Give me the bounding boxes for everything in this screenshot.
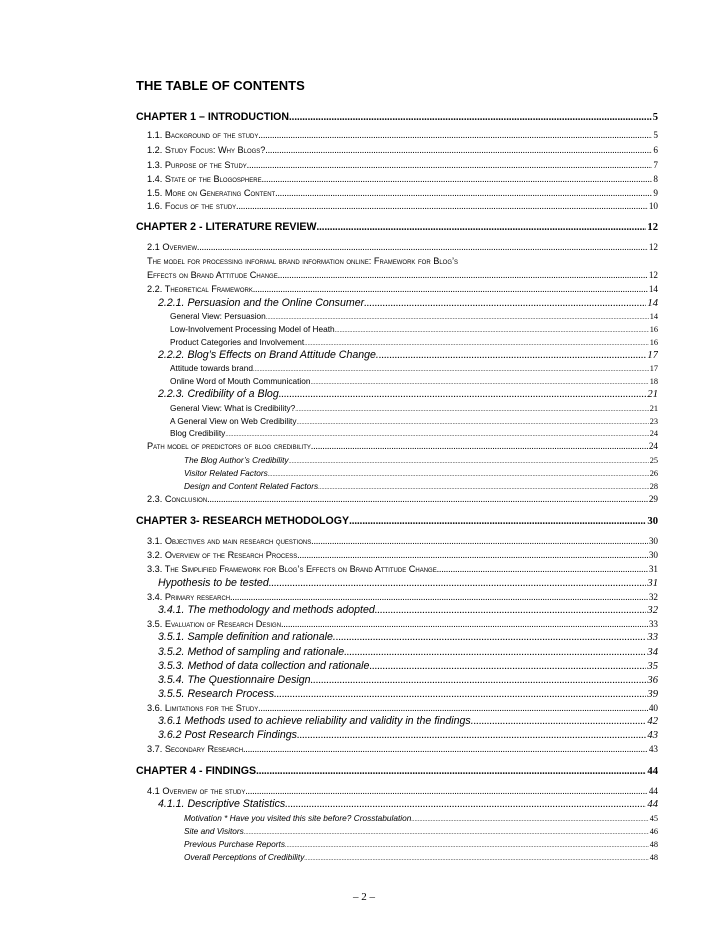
toc-entry-label: The Blog Author’s Credibility <box>184 455 289 465</box>
toc-entry-label: 3.5.1. Sample definition and rationale. <box>158 631 336 643</box>
toc-entry-3-5-5[interactable] <box>158 688 658 700</box>
toc-entry-1-2[interactable] <box>147 145 658 155</box>
toc-chapter-4[interactable] <box>136 765 658 777</box>
toc-page-number: 35 <box>647 661 658 672</box>
toc-page-number: 9 <box>653 188 658 198</box>
dot-leader <box>318 484 648 491</box>
toc-entry-3-2[interactable] <box>147 550 658 560</box>
toc-entry-label: Previous Purchase Reports <box>184 839 285 849</box>
toc-entry-hypothesis[interactable] <box>158 577 658 589</box>
toc-entry-label: 2.3. Conclusion <box>147 494 208 504</box>
toc-page-number: 31 <box>648 564 658 574</box>
toc-page-number: 21 <box>649 404 658 413</box>
toc-page-number: 32 <box>648 592 658 602</box>
toc-entry-label: 3.3. The Simplified Framework for Blog’s Effects on Brand Attitude Change <box>147 564 437 574</box>
toc-entry-label: Path model of predictors of blog credibility <box>147 441 311 451</box>
toc-entry-label: Online Word of Mouth Communication <box>170 376 311 386</box>
toc-entry-label: The model for processing informal brand information online: Framework for Blog’s <box>147 256 459 266</box>
dot-leader <box>474 716 647 727</box>
toc-page-number: 40 <box>648 703 658 713</box>
dot-leader <box>244 829 649 836</box>
toc-entry-label: General View: What is Credibility? <box>170 403 296 413</box>
toc-page-number: 28 <box>649 482 658 491</box>
toc-entry-label: 3.5. Evaluation of Research Design <box>147 619 282 629</box>
toc-entry-label: Attitude towards brand <box>170 363 254 373</box>
toc-entry-visitor-factors[interactable] <box>184 468 658 478</box>
dot-leader <box>379 350 647 361</box>
toc-page-number: 16 <box>649 338 658 347</box>
toc-entry-label: 1.2. Study Focus: Why Blogs? <box>147 145 266 155</box>
dot-leader <box>266 314 649 321</box>
toc-entry-purchase-reports[interactable] <box>184 839 658 849</box>
toc-entry-4-1[interactable] <box>147 786 658 796</box>
dot-leader <box>311 379 649 386</box>
toc-entry-persuasion[interactable] <box>170 311 658 321</box>
toc-entry-3-6-1[interactable] <box>158 715 658 727</box>
toc-entry-2-2-2[interactable] <box>158 349 658 361</box>
dot-leader <box>311 675 647 686</box>
toc-entry-3-5[interactable] <box>147 619 658 629</box>
toc-entry-label: Site and Visitors <box>184 826 244 836</box>
toc-page-number: 5 <box>653 130 658 140</box>
toc-page-number: 44 <box>647 766 658 777</box>
toc-entry-label: 3.5.3. Method of data collection and rationale <box>158 660 370 672</box>
dot-leader <box>197 242 648 252</box>
toc-entry-model-line-1[interactable] <box>147 256 658 266</box>
toc-entry-word-of-mouth[interactable] <box>170 376 658 386</box>
toc-entry-label: 2.2.1. Persuasion and the Online Consumer <box>158 297 365 309</box>
toc-page-number: 12 <box>647 222 658 233</box>
toc-entry-label: Blog Credibility <box>170 428 226 438</box>
dot-leader <box>269 578 647 589</box>
toc-page-number: 30 <box>648 536 658 546</box>
toc-page-number: 33 <box>647 632 658 643</box>
toc-entry-model-line-2[interactable] <box>147 270 658 280</box>
toc-entry-label: CHAPTER 2 - LITERATURE REVIEW <box>136 221 317 233</box>
toc-entry-1-4[interactable] <box>147 174 658 184</box>
dot-leader <box>297 550 648 560</box>
toc-page-number: 17 <box>647 350 658 361</box>
toc-entry-label: Product Categories and Involvement <box>170 337 305 347</box>
dot-leader <box>344 647 646 658</box>
toc-entry-label: 2.2. Theoretical Framework <box>147 284 253 294</box>
toc-page-number: 30 <box>648 550 658 560</box>
toc-page-number: 14 <box>648 284 658 294</box>
toc-entry-label: Visitor Related Factors <box>184 468 268 478</box>
dot-leader <box>268 471 649 478</box>
toc-entry-label: 3.5.2. Method of sampling and rationale <box>158 646 345 658</box>
toc-entry-label: 1.5. More on Generating Content <box>147 188 276 198</box>
toc-entry-label: 1.6. Focus of the study <box>147 201 237 211</box>
dot-leader <box>375 605 647 616</box>
toc-entry-label: 3.5.4. The Questionnaire Design <box>158 674 311 686</box>
dot-leader <box>258 703 648 713</box>
dot-leader <box>297 419 649 426</box>
toc-page-number: 18 <box>649 377 658 386</box>
toc-page-number: 7 <box>653 160 658 170</box>
toc-page-number: 14 <box>649 312 658 321</box>
toc-entry-label: Effects on Brand Attitude Change <box>147 270 278 280</box>
dot-leader <box>285 842 649 849</box>
dot-leader <box>207 494 648 504</box>
toc-entry-1-6[interactable] <box>147 201 658 211</box>
toc-entry-label: Low-Involvement Processing Model of Heath <box>170 324 335 334</box>
toc-entry-label: 2.2.2. Blog’s Effects on Brand Attitude Change. <box>158 349 379 361</box>
dot-leader <box>311 441 648 451</box>
toc-entry-1-1[interactable] <box>147 130 658 140</box>
toc-page-number: 39 <box>647 689 658 700</box>
toc-page-number: 43 <box>648 744 658 754</box>
toc-entry-label: Motivation * Have you visited this site before? Crosstabulation <box>184 813 412 823</box>
dot-leader <box>437 564 648 574</box>
toc-page-number: 14 <box>647 298 658 309</box>
page-footer-number: – 2 – <box>353 891 375 903</box>
toc-entry-label: 3.6.2 Post Research Findings <box>158 729 297 741</box>
toc-page-number: 31 <box>647 578 658 589</box>
dot-leader <box>297 730 646 741</box>
toc-chapter-3[interactable] <box>136 515 658 527</box>
toc-page-number: 25 <box>649 456 658 465</box>
dot-leader <box>253 284 648 294</box>
dot-leader <box>274 689 646 700</box>
toc-entry-label: 3.2. Overview of the Research Process <box>147 550 298 560</box>
dot-leader <box>289 458 649 465</box>
dot-leader <box>335 327 649 334</box>
toc-page-number: 5 <box>652 112 658 123</box>
toc-entry-3-7[interactable] <box>147 744 658 754</box>
toc-page-number: 23 <box>649 417 658 426</box>
toc-entry-label: Design and Content Related Factors <box>184 481 319 491</box>
toc-entry-label: 1.4. State of the Blogosphere <box>147 174 262 184</box>
toc-page-number: 6 <box>653 145 658 155</box>
dot-leader <box>275 188 652 198</box>
toc-entry-label: 3.7. Secondary Research <box>147 744 244 754</box>
dot-leader <box>279 389 647 400</box>
toc-entry-2-3[interactable] <box>147 494 658 504</box>
toc-entry-label: 3.4. Primary research <box>147 592 231 602</box>
toc-entry-3-4[interactable] <box>147 592 658 602</box>
toc-page-number: 29 <box>648 494 658 504</box>
toc-page-number: 46 <box>649 827 658 836</box>
toc-entry-label: 2.2.3. Credibility of a Blog <box>158 388 279 400</box>
toc-entry-motivation[interactable] <box>184 813 658 823</box>
dot-leader <box>243 744 648 754</box>
dot-leader <box>311 536 648 546</box>
dot-leader <box>265 145 652 155</box>
toc-page-number: 26 <box>649 469 658 478</box>
toc-page-number: 42 <box>647 716 658 727</box>
toc-entry-2-2-3[interactable] <box>158 388 658 400</box>
toc-entry-label: 4.1 Overview of the study <box>147 786 246 796</box>
toc-page-number: 34 <box>647 647 658 658</box>
toc-chapter-1[interactable] <box>136 111 658 123</box>
dot-leader <box>225 431 648 438</box>
toc-entry-2-2[interactable] <box>147 284 658 294</box>
toc-page-number: 44 <box>647 799 658 810</box>
toc-page-number: 44 <box>648 786 658 796</box>
toc-entry-web-credibility[interactable] <box>170 416 658 426</box>
dot-leader <box>304 855 648 862</box>
toc-entry-2-1[interactable] <box>147 242 658 252</box>
toc-entry-design-factors[interactable] <box>184 481 658 491</box>
toc-entry-3-3[interactable] <box>147 564 658 574</box>
toc-page-number: 45 <box>649 814 658 823</box>
toc-entry-label: General View: Persuasion <box>170 311 266 321</box>
toc-entry-label: 1.1. Background of the study <box>147 130 259 140</box>
toc-entry-label: CHAPTER 3- RESEARCH METHODOLOGY <box>136 515 350 527</box>
dot-leader <box>304 340 648 347</box>
toc-entry-3-5-1[interactable] <box>158 631 658 643</box>
dot-leader <box>411 816 648 823</box>
toc-entry-what-is-credibility[interactable] <box>170 403 658 413</box>
dot-leader <box>289 112 652 123</box>
toc-page-number: 48 <box>649 840 658 849</box>
toc-entry-label: 3.1. Objectives and main research questions <box>147 536 312 546</box>
toc-entry-author-credibility[interactable] <box>184 455 658 465</box>
toc-entry-3-1[interactable] <box>147 536 658 546</box>
toc-page-number: 33 <box>648 619 658 629</box>
dot-leader <box>230 592 648 602</box>
toc-entry-perceptions-credibility[interactable] <box>184 852 658 862</box>
toc-page-number: 12 <box>648 270 658 280</box>
toc-page-number: 16 <box>649 325 658 334</box>
toc-page-number: 8 <box>653 174 658 184</box>
dot-leader <box>245 786 647 796</box>
toc-page-number: 10 <box>648 201 658 211</box>
toc-page-number: 48 <box>649 853 658 862</box>
toc-page-number: 36 <box>647 675 658 686</box>
toc-entry-label: Hypothesis to be tested <box>158 577 269 589</box>
dot-leader <box>281 619 648 629</box>
dot-leader <box>256 766 646 777</box>
dot-leader <box>236 201 648 211</box>
toc-page-number: 17 <box>649 364 658 373</box>
toc-title: THE TABLE OF CONTENTS <box>136 78 305 93</box>
toc-entry-label: 2.1 Overview <box>147 242 198 252</box>
toc-entry-3-6[interactable] <box>147 703 658 713</box>
toc-entry-label: 1.3. Purpose of the Study <box>147 160 247 170</box>
toc-entry-site-visitors[interactable] <box>184 826 658 836</box>
dot-leader <box>317 222 647 233</box>
toc-entry-3-5-2[interactable] <box>158 646 658 658</box>
dot-leader <box>253 366 649 373</box>
toc-chapter-2[interactable] <box>136 221 658 233</box>
dot-leader <box>369 661 646 672</box>
toc-entry-4-1-1[interactable] <box>158 798 658 810</box>
dot-leader <box>258 130 652 140</box>
toc-entry-label: CHAPTER 1 – INTRODUCTION <box>136 111 290 123</box>
dot-leader <box>295 406 648 413</box>
dot-leader <box>349 516 646 527</box>
toc-page-number: 24 <box>649 429 658 438</box>
toc-page-number: 32 <box>647 605 658 616</box>
toc-entry-3-5-4[interactable] <box>158 674 658 686</box>
toc-entry-2-2-1[interactable] <box>158 297 658 309</box>
toc-entry-label: 3.6. Limitations for the Study <box>147 703 259 713</box>
toc-entry-label: Overall Perceptions of Credibility <box>184 852 305 862</box>
dot-leader <box>364 298 646 309</box>
toc-entry-3-4-1[interactable] <box>158 604 658 616</box>
toc-entry-blog-credibility[interactable] <box>170 428 658 438</box>
toc-page-number: 43 <box>647 730 658 741</box>
toc-entry-product-categories[interactable] <box>170 337 658 347</box>
toc-entry-label: A General View on Web Credibility <box>170 416 297 426</box>
toc-entry-label: 3.6.1 Methods used to achieve reliability and validity in the findings. <box>158 715 474 727</box>
toc-page-number: 24 <box>648 441 658 451</box>
toc-entry-label: 3.5.5. Research Process <box>158 688 274 700</box>
toc-entry-heath-model[interactable] <box>170 324 658 334</box>
toc-entry-label: CHAPTER 4 - FINDINGS <box>136 765 257 777</box>
toc-entry-attitude-brand[interactable] <box>170 363 658 373</box>
dot-leader <box>247 160 653 170</box>
toc-entry-1-5[interactable] <box>147 188 658 198</box>
toc-entry-label: 4.1.1. Descriptive Statistics <box>158 798 286 810</box>
toc-page-number: 12 <box>648 242 658 252</box>
toc-entry-3-6-2[interactable] <box>158 729 658 741</box>
toc-entry-3-5-3[interactable] <box>158 660 658 672</box>
dot-leader <box>278 270 648 280</box>
toc-page-number: 21 <box>647 389 658 400</box>
dot-leader <box>336 632 647 643</box>
toc-page-number: 30 <box>647 516 658 527</box>
dot-leader <box>285 799 646 810</box>
toc-entry-label: 3.4.1. The methodology and methods adopted <box>158 604 375 616</box>
toc-entry-1-3[interactable] <box>147 160 658 170</box>
toc-entry-path-model[interactable] <box>147 441 658 451</box>
dot-leader <box>262 174 653 184</box>
